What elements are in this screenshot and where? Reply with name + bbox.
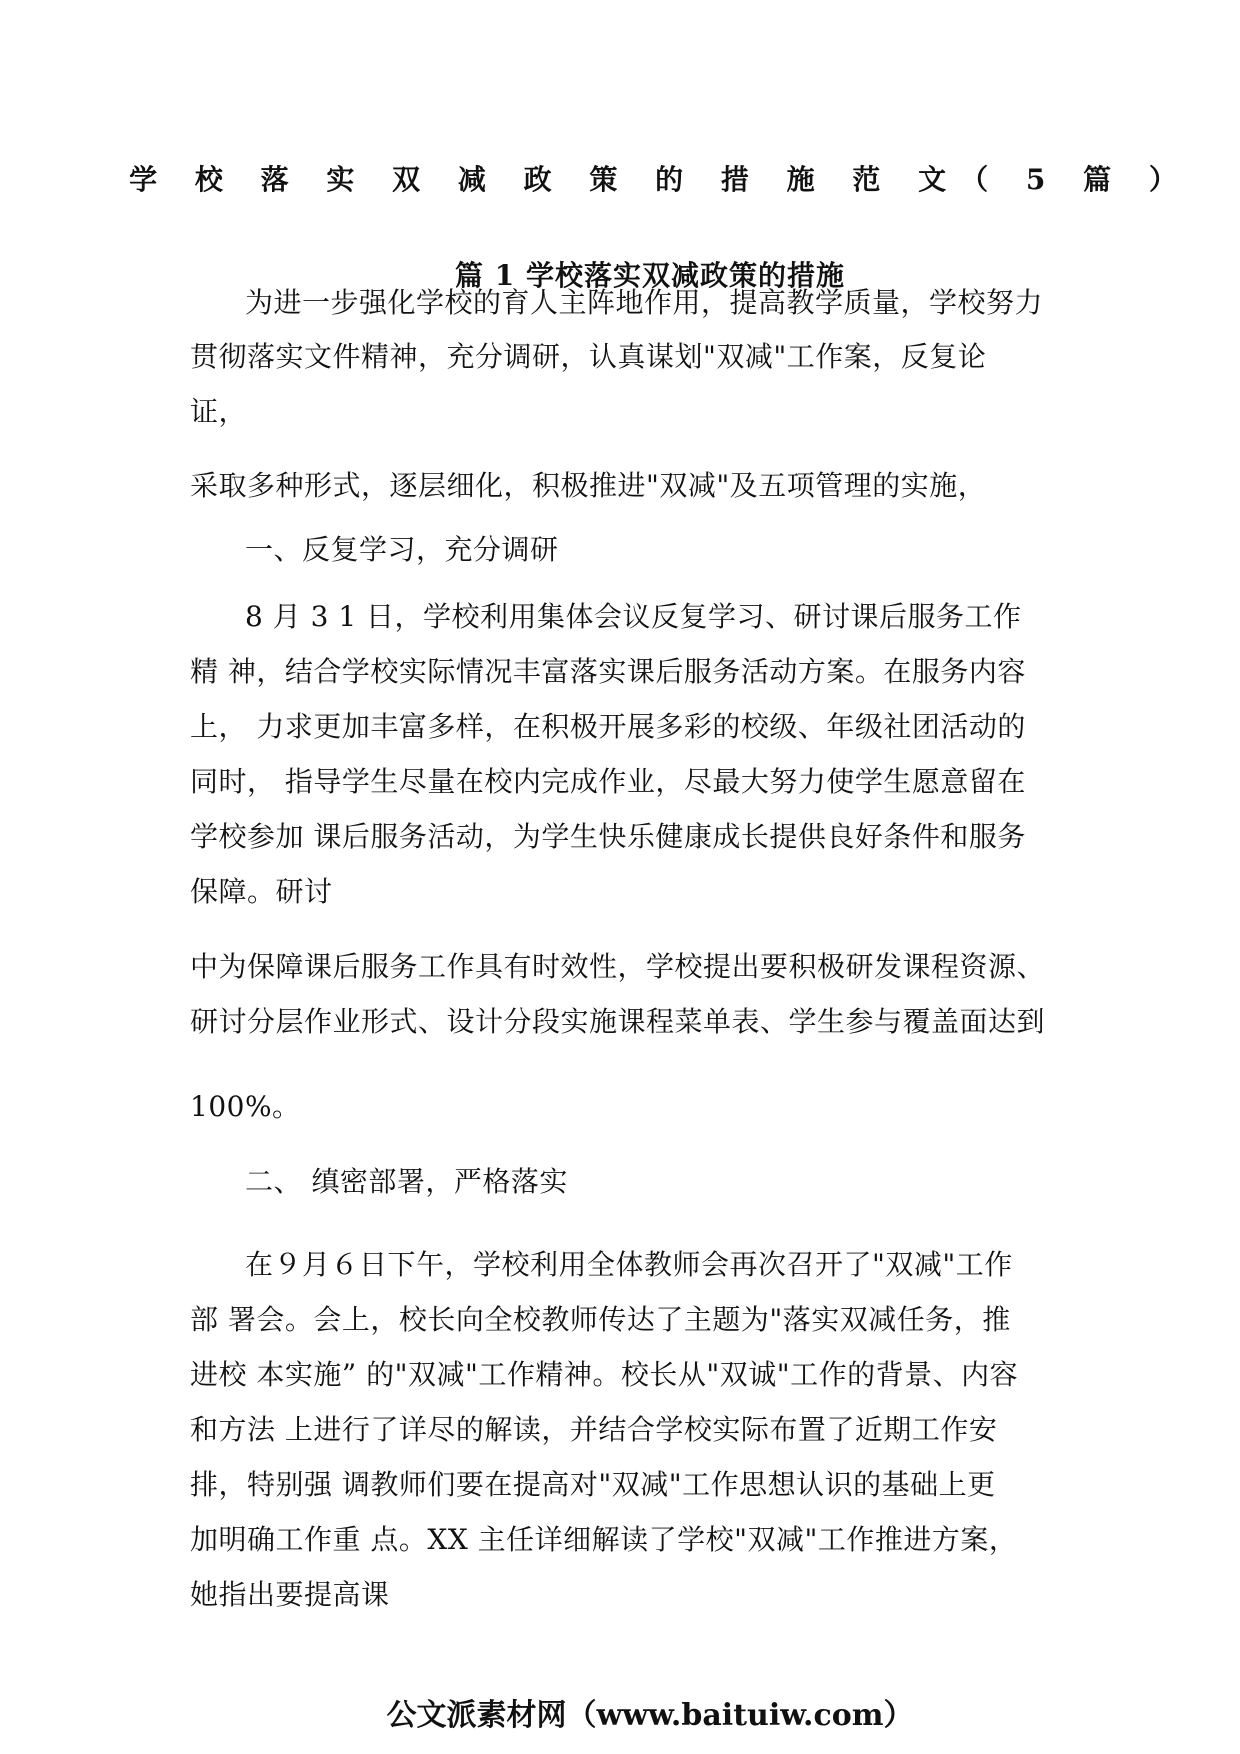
paragraph-line: 同时， 指导学生尽量在校内完成作业，尽最大努力使学生愿意留在 bbox=[190, 765, 1026, 798]
document-title: 学 校 落 实 双 减 政 策 的 措 施 范 文（ 5 篇 ） bbox=[129, 163, 1191, 196]
paragraph-line: 加明确工作重 点。XX 主任详细解读了学校"双减"工作推进方案， bbox=[190, 1523, 1018, 1556]
section-title: 篇 1 学校落实双减政策的措施 bbox=[455, 259, 845, 292]
paragraph-line: 部 署会。会上，校长向全校教师传达了主题为"落实双减任务，推 bbox=[190, 1303, 1011, 1336]
paragraph-line: 采取多种形式，逐层细化，积极推进"双减"及五项管理的实施， bbox=[190, 469, 987, 502]
paragraph-line: 研讨分层作业形式、设计分段实施课程菜单表、学生参与覆盖面达到 bbox=[190, 1005, 1046, 1038]
paragraph-line: 为进一步强化学校的育人主阵地作用，提高教学质量，学校努力 bbox=[245, 286, 1044, 319]
paragraph-line: 学校参加 课后服务活动，为学生快乐健康成长提供良好条件和服务 bbox=[190, 820, 1026, 853]
paragraph-line: 8 月 3 1 日，学校利用集体会议反复学习、研讨课后服务工作 bbox=[245, 600, 1022, 633]
paragraph-line: 精 神，结合学校实际情况丰富落实课后服务活动方案。在服务内容 bbox=[190, 655, 1026, 688]
section-heading: 一、反复学习，充分调研 bbox=[245, 533, 559, 566]
paragraph-line: 她指出要提高课 bbox=[190, 1578, 390, 1611]
paragraph-line: 100%。 bbox=[190, 1090, 301, 1123]
footer-watermark: 公文派素材网（www.baituiw.com） bbox=[386, 1698, 914, 1733]
paragraph-line: 贯彻落实文件精神，充分调研，认真谋划"双减"工作案，反复论 bbox=[190, 340, 987, 373]
paragraph-line: 上， 力求更加丰富多样，在积极开展多彩的校级、年级社团活动的 bbox=[190, 710, 1026, 743]
paragraph-line: 保障。研讨 bbox=[190, 875, 333, 908]
paragraph-line: 中为保障课后服务工作具有时效性，学校提出要积极研发课程资源、 bbox=[190, 950, 1046, 983]
paragraph-line: 进校 本实施” 的"双减"工作精神。校长从"双诚"工作的背景、内容 bbox=[190, 1358, 1019, 1391]
paragraph-line: 在９月６日下午，学校利用全体教师会再次召开了"双减"工作 bbox=[245, 1248, 1013, 1281]
paragraph-line: 证， bbox=[190, 395, 248, 428]
paragraph-line: 和方法 上进行了详尽的解读，并结合学校实际布置了近期工作安 bbox=[190, 1413, 998, 1446]
paragraph-line: 排，特别强 调教师们要在提高对"双减"工作思想认识的基础上更 bbox=[190, 1468, 996, 1501]
section-heading: 二、 缜密部署，严格落实 bbox=[245, 1165, 568, 1198]
